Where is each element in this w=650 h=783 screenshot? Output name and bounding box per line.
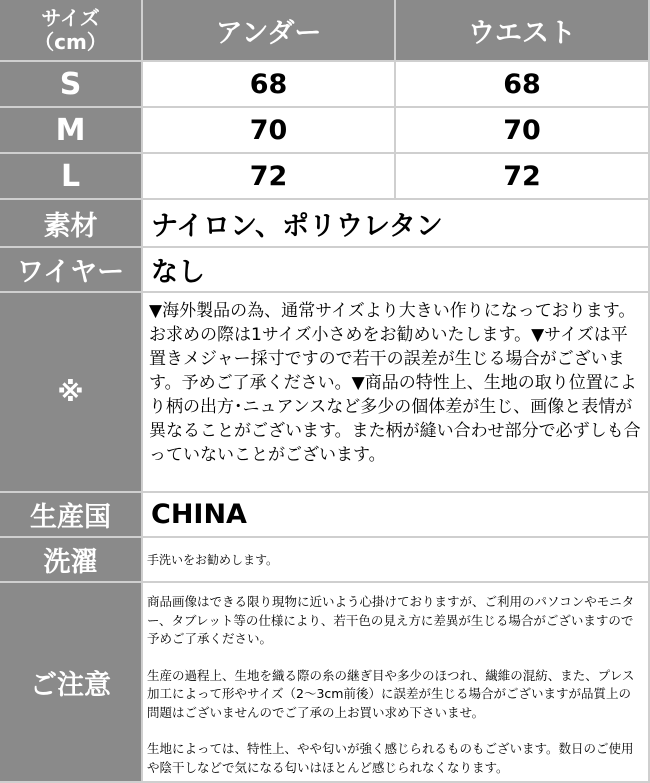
caution-paragraph-2: 生産の過程上、生地を織る際の糸の継ぎ目や多少のほつれ、繊維の混紡、また、プレス加工によって形やサイズ（2～3cm前後）に誤差が生じる場合がございますが品質上の問題はございませんのでご了承の上お買い求め下さいませ。 bbox=[147, 667, 635, 720]
size-label-s: S bbox=[0, 62, 143, 108]
caution-label: ご注意 bbox=[0, 583, 143, 783]
size-unit-header bbox=[0, 0, 143, 62]
caution-paragraph-1: 商品画像はできる限り現物に近いよう心掛けておりますが、ご利用のパソコンやモニター、タブレット等の仕様により、若干色の見え方に差異が生じる場合がございますので予めご了承ください。 bbox=[147, 594, 635, 646]
caution-notes bbox=[143, 583, 650, 783]
size-header-label: サイズ bbox=[41, 6, 100, 30]
material-label: 素材 bbox=[0, 200, 143, 248]
size-label-l: L bbox=[0, 154, 143, 200]
material-value: ナイロン、ポリウレタン bbox=[143, 200, 650, 248]
caution-paragraph-3: 生地によっては、特性上、やや匂いが強く感じられるものもございます。数日のご使用や陰干しなどで気になる匂いはほとんど感じられなくなります。 bbox=[147, 741, 634, 775]
washing-label: 洗濯 bbox=[0, 538, 143, 583]
origin-label: 生産国 bbox=[0, 493, 143, 538]
waist-value-m: 70 bbox=[396, 108, 650, 154]
size-label-m: M bbox=[0, 108, 143, 154]
note-text: ▼海外製品の為、通常サイズより大きい作りになっております。お求めの際は1サイズ小さめをお勧めいたします。▼サイズは平置きメジャー採寸ですので若干の誤差が生じる場合がございます。予めご了承ください。▼商品の特性上、生地の取り位置により柄の出方･ニュアンスなど多少の個体差が生じ、画像と表情が異なることがございます。また柄が縫い合わせ部分で必ずしも合っていないことがございます。 bbox=[143, 293, 650, 493]
wire-label: ワイヤー bbox=[0, 248, 143, 293]
wire-value: なし bbox=[143, 248, 650, 293]
under-value-m: 70 bbox=[143, 108, 396, 154]
under-header: アンダー bbox=[143, 0, 396, 62]
origin-value: CHINA bbox=[143, 493, 650, 538]
washing-value: 手洗いをお勧めします。 bbox=[143, 538, 650, 583]
waist-value-l: 72 bbox=[396, 154, 650, 200]
waist-header: ウエスト bbox=[396, 0, 650, 62]
under-value-l: 72 bbox=[143, 154, 396, 200]
unit-label: （cm） bbox=[34, 30, 107, 54]
under-value-s: 68 bbox=[143, 62, 396, 108]
note-label: ※ bbox=[0, 293, 143, 493]
waist-value-s: 68 bbox=[396, 62, 650, 108]
